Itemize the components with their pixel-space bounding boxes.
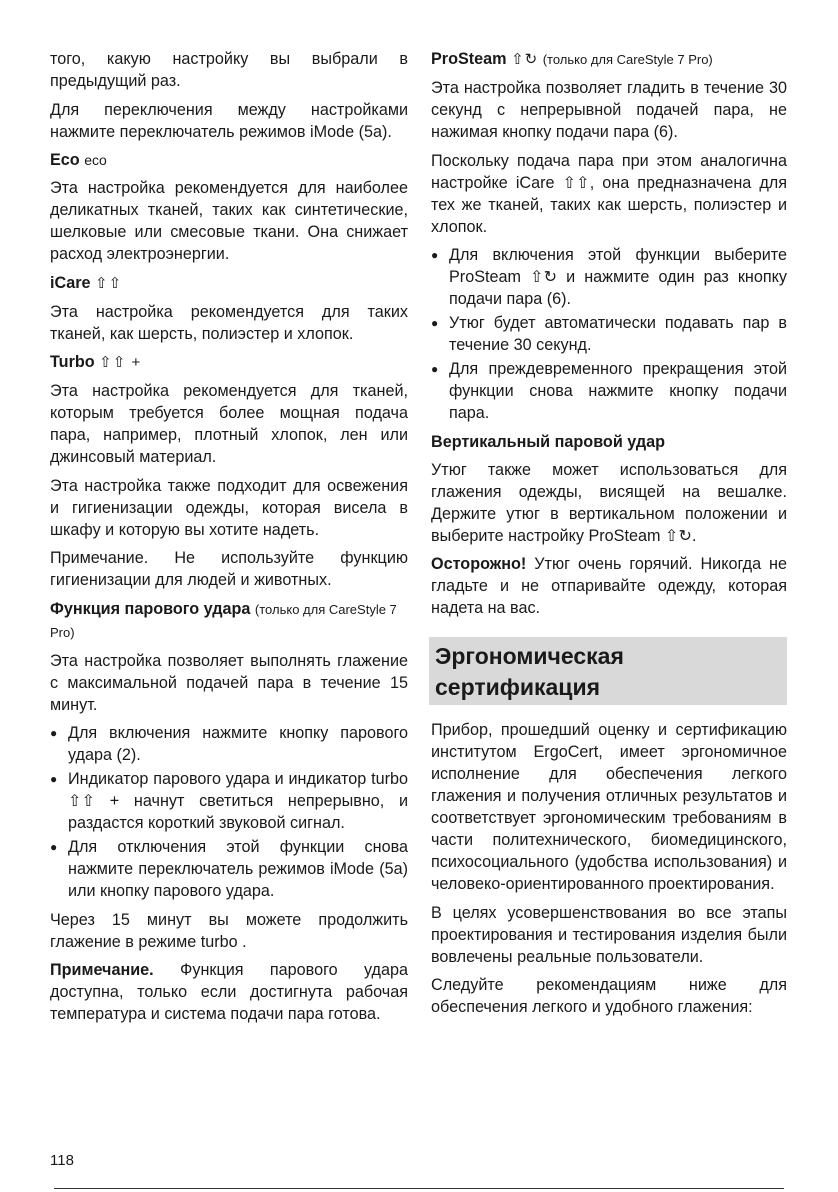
turbo-steam-icon: ⇧⇧ +	[99, 354, 142, 371]
paragraph: Эта настройка также подходит для освежения и гигиенизации одежды, которая висела в шкафу и которую вы хотите надеть.	[50, 476, 408, 539]
list-item: ● Индикатор парового удара и индикатор turbo ⇧⇧ + начнут светиться непрерывно, и раздастся короткий звуковой сигнал.	[50, 768, 408, 834]
prosteam-title: ProSteam	[431, 50, 507, 68]
eco-subtitle: eco	[84, 152, 107, 168]
paragraph: Через 15 минут вы можете продолжить глажение в режиме turbo .	[50, 910, 408, 951]
prosteam-heading	[431, 48, 787, 71]
caution-label: Осторожно!	[431, 555, 527, 573]
paragraph: Примечание. Не используйте функцию гигиенизации для людей и животных.	[50, 549, 408, 589]
right-column	[431, 48, 787, 1025]
list-item: ● Утюг будет автоматически подавать пар в течение 30 секунд.	[431, 312, 787, 356]
note-text: Функция парового удара доступна, только если достигнута рабочая температура и система подачи пара готова.	[50, 961, 408, 1023]
paragraph: Эта настройка позволяет гладить в течение 30 секунд с непрерывной подачей пара, не нажимая кнопку подачи пара (6).	[431, 79, 787, 141]
steamshot-heading	[50, 598, 408, 644]
list-item: ● Для включения этой функции выберите ProSteam ⇧↻ и нажмите один раз кнопку подачи пара (6).	[431, 244, 787, 310]
paragraph: Для переключения между настройками нажмите переключатель режимов iMode (5а).	[50, 100, 408, 141]
eco-heading	[50, 149, 408, 171]
icare-title: iCare	[50, 273, 91, 292]
steamshot-subtitle: (только для CareStyle 7 Pro)	[50, 601, 397, 640]
eco-title: Eco	[50, 151, 80, 169]
list-item: ● Для включения нажмите кнопку парового удара (2).	[50, 722, 408, 766]
prosteam-subtitle: (только для CareStyle 7 Pro)	[542, 52, 713, 67]
section-title: Эргономическая сертификация	[435, 643, 624, 700]
icare-heading	[50, 272, 408, 295]
list-item: ● Для преждевременного прекращения этой функции снова нажмите кнопку подачи пара.	[431, 358, 787, 424]
section-header-box	[429, 637, 787, 705]
vertical-steam-heading: Вертикальный паровой удар	[431, 432, 666, 451]
paragraph: Следуйте рекомендациям ниже для обеспечения легкого и удобного глажения:	[431, 976, 787, 1016]
note-label: Примечание.	[50, 961, 154, 979]
page-number: 118	[50, 1152, 74, 1169]
left-column	[50, 48, 408, 1032]
steam-icon: ⇧⇧	[95, 274, 123, 292]
paragraph: В целях усовершенствования во все этапы проектирования и тестирования изделия были вовлечены реальные пользователи.	[431, 903, 787, 966]
prosteam-bullet-list	[431, 244, 787, 424]
caution-text: Утюг очень горячий. Никогда не гладьте и не отпаривайте одежду, которая надета на вас.	[431, 555, 787, 617]
list-item: ● Для отключения этой функции снова нажмите переключатель режимов iMode (5а) или кнопку парового удара.	[50, 836, 408, 902]
prosteam-icon: ⇧↻	[511, 51, 539, 68]
steamshot-bullet-list	[50, 722, 408, 902]
steamshot-title: Функция парового удара	[50, 599, 251, 618]
paragraph: того, какую настройку вы выбрали в предыдущий раз.	[50, 50, 408, 90]
caution-paragraph	[431, 553, 787, 619]
paragraph: Поскольку подача пара при этом аналогична настройке iCare ⇧⇧, она предназначена для тех же тканей, таких как шерсть, полиэстер и хлопок.	[431, 151, 787, 236]
paragraph: Утюг также может использоваться для глажения одежды, висящей на вешалке. Держите утюг в вертикальном положении и выберите настройку ProSteam ⇧↻.	[431, 460, 787, 545]
note-paragraph	[50, 959, 408, 1025]
paragraph: Эта настройка рекомендуется для тканей, которым требуется более мощная подача пара, например, плотный хлопок, лен или джинсовый материал.	[50, 382, 408, 466]
paragraph: Эта настройка рекомендуется для наиболее деликатных тканей, таких как синтетические, шелковые или смесовые ткани. Она снижает расход электроэнергии.	[50, 179, 408, 263]
turbo-title: Turbo	[50, 353, 95, 371]
footer-divider	[54, 1188, 784, 1189]
paragraph: Эта настройка позволяет выполнять глажение с максимальной подачей пара в течение 15 минут.	[50, 651, 408, 714]
turbo-heading	[50, 351, 408, 374]
paragraph: Прибор, прошедший оценку и сертификацию институтом ErgoCert, имеет эргономичное исполнение для обеспечения легкого глажения и получения отличных результатов и соответствует эргономическим требованиям в части политехнического, биомедицинского, психосоциального (удобства использования) и человеко-ориентированного проектирования.	[431, 721, 787, 893]
paragraph: Эта настройка рекомендуется для таких тканей, как шерсть, полиэстер и хлопок.	[50, 302, 408, 343]
